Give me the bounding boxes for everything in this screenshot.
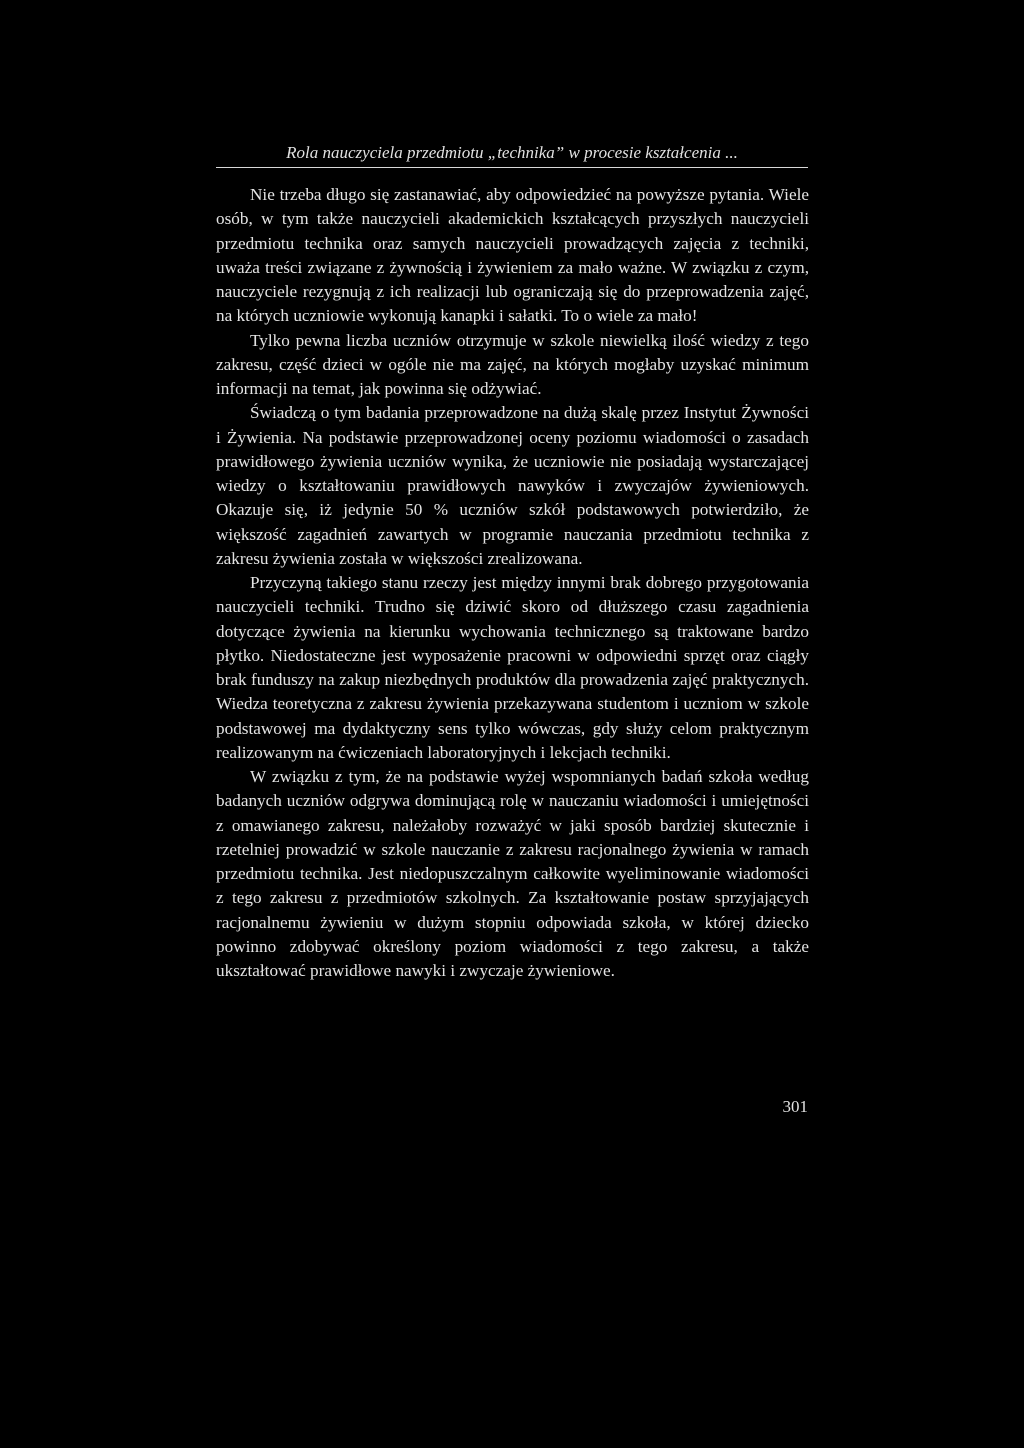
header-divider: [216, 167, 808, 168]
paragraph-4: Przyczyną takiego stanu rzeczy jest między innymi brak dobrego przygotowania nauczycieli techniki. Trudno się dziwić skoro od dłuższego czasu zagadnienia dotyczące żywienia na kierunku wychowania technicznego są traktowane bardzo płytko. Niedostateczne jest wyposażenie pracowni w odpowiedni sprzęt oraz ciągły brak funduszy na zakup niezbędnych produktów dla prowadzenia zajęć praktycznych. Wiedza teoretyczna z zakresu żywienia przekazywana studentom i uczniom w szkole podstawowej ma dydaktyczny sens tylko wówczas, gdy służy celom praktycznym realizowanym na ćwiczeniach laboratoryjnych i lekcjach techniki.: [216, 573, 809, 762]
body-text: [216, 183, 809, 983]
paragraph-2: Tylko pewna liczba uczniów otrzymuje w szkole niewielką ilość wiedzy z tego zakresu, część dzieci w ogóle nie ma zajęć, na których mogłaby uzyskać minimum informacji na temat, jak powinna się odżywiać.: [216, 330, 809, 398]
paragraph-3: Świadczą o tym badania przeprowadzone na dużą skalę przez Instytut Żywności i Żywienia. Na podstawie przeprowadzonej oceny poziomu wiadomości o zasadach prawidłowego żywienia uczniów wynika, że uczniowie nie posiadają wystarczającej wiedzy o kształtowaniu prawidłowych nawyków i zwyczajów żywieniowych. Okazuje się, iż jedynie 50 % uczniów szkół podstawowych potwierdziło, że większość zagadnień zawartych w programie nauczania przedmiotu technika z zakresu żywienia została w większości zrealizowana.: [216, 403, 809, 568]
page-number: 301: [782, 1097, 808, 1116]
paragraph-1: Nie trzeba długo się zastanawiać, aby odpowiedzieć na powyższe pytania. Wiele osób, w tym także nauczycieli akademickich kształcących przyszłych nauczycieli przedmiotu technika oraz samych nauczycieli prowadzących zajęcia z techniki, uważa treści związane z żywnością i żywieniem za mało ważne. W związku z czym, nauczyciele rezygnują z ich realizacji lub ograniczają się do przeprowadzenia zajęć, na których uczniowie wykonują kanapki i sałatki. To o wiele za mało!: [216, 185, 809, 326]
paragraph-5: W związku z tym, że na podstawie wyżej wspomnianych badań szkoła według badanych uczniów odgrywa dominującą rolę w nauczaniu wiadomości i umiejętności z omawianego zakresu, należałoby rozważyć w jaki sposób bardziej skutecznie i rzetelniej prowadzić w szkole nauczanie z zakresu racjonalnego żywienia w ramach przedmiotu technika. Jest niedopuszczalnym całkowite wyeliminowanie wiadomości z tego zakresu z przedmiotów szkolnych. Za kształtowanie postaw sprzyjających racjonalnemu żywieniu w dużym stopniu odpowiada szkoła, w której dziecko powinno zdobywać określony poziom wiadomości z tego zakresu, a także ukształtować prawidłowe nawyki i zwyczaje żywieniowe.: [216, 767, 809, 980]
running-header: Rola nauczyciela przedmiotu „technika” w procesie kształcenia ...: [286, 143, 738, 162]
